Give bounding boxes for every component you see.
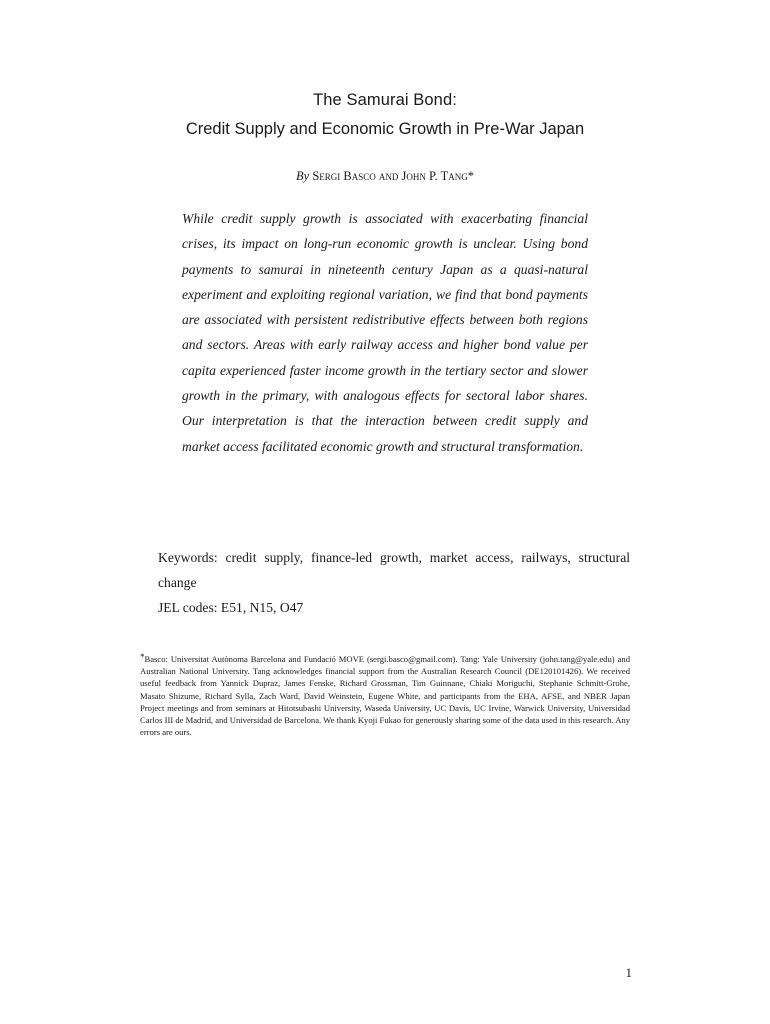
paper-subtitle: Credit Supply and Economic Growth in Pre-War Japan xyxy=(185,120,585,138)
footnote xyxy=(140,651,630,738)
byline-prefix: By xyxy=(296,169,310,183)
footnote-text: Basco: Universitat Autònoma Barcelona and Fundació MOVE (sergi.basco@gmail.com). Tang: Yale University (john.tang@yale.edu) and Australian National University. Tang acknowledges financial support from the Australian Research Council (DE120101426). We received useful feedback from Yannick Dupraz, James Fenske, Richard Grossman, Tim Guinnane, Chiaki Moriguchi, Stephanie Schmitt-Grohe, Masato Shizume, Richard Sylla, Zach Ward, David Weinstein, Eugene White, and participants from the EHA, AFSE, and NBER Japan Project meetings and from seminars at Hitotsubashi University, Waseda University, UC Davis, UC Irvine, Warwick University, Universidad Carlos III de Madrid, and Universidad de Barcelona. We thank Kyoji Fukao for generously sharing some of the data used in this research. Any errors are ours. xyxy=(140,654,630,738)
page-number: 1 xyxy=(625,965,632,980)
paper-title: The Samurai Bond: xyxy=(313,91,457,109)
abstract: While credit supply growth is associated with exacerbating financial crises, its impact on long-run economic growth is unclear. Using bond payments to samurai in nineteenth century Japan as a quasi-natural experiment and exploiting regional variation, we find that bond payments are associated with persistent redistributive effects between both regions and sectors. Areas with early railway access and higher bond value per capita experienced faster income growth in the tertiary sector and slower growth in the primary, with analogous effects for sectoral labor shares. Our interpretation is that the interaction between credit supply and market access facilitated economic growth and structural transformation. xyxy=(182,211,588,454)
footnote-marker: * xyxy=(140,652,145,662)
author-names: Sergi Basco and John P. Tang xyxy=(312,169,468,183)
jel-codes: JEL codes: E51, N15, O47 xyxy=(158,600,304,615)
author-footnote-marker: * xyxy=(467,169,474,183)
author-byline xyxy=(0,169,770,184)
keywords: Keywords: credit supply, finance-led growth, market access, railways, structural change xyxy=(158,550,630,590)
